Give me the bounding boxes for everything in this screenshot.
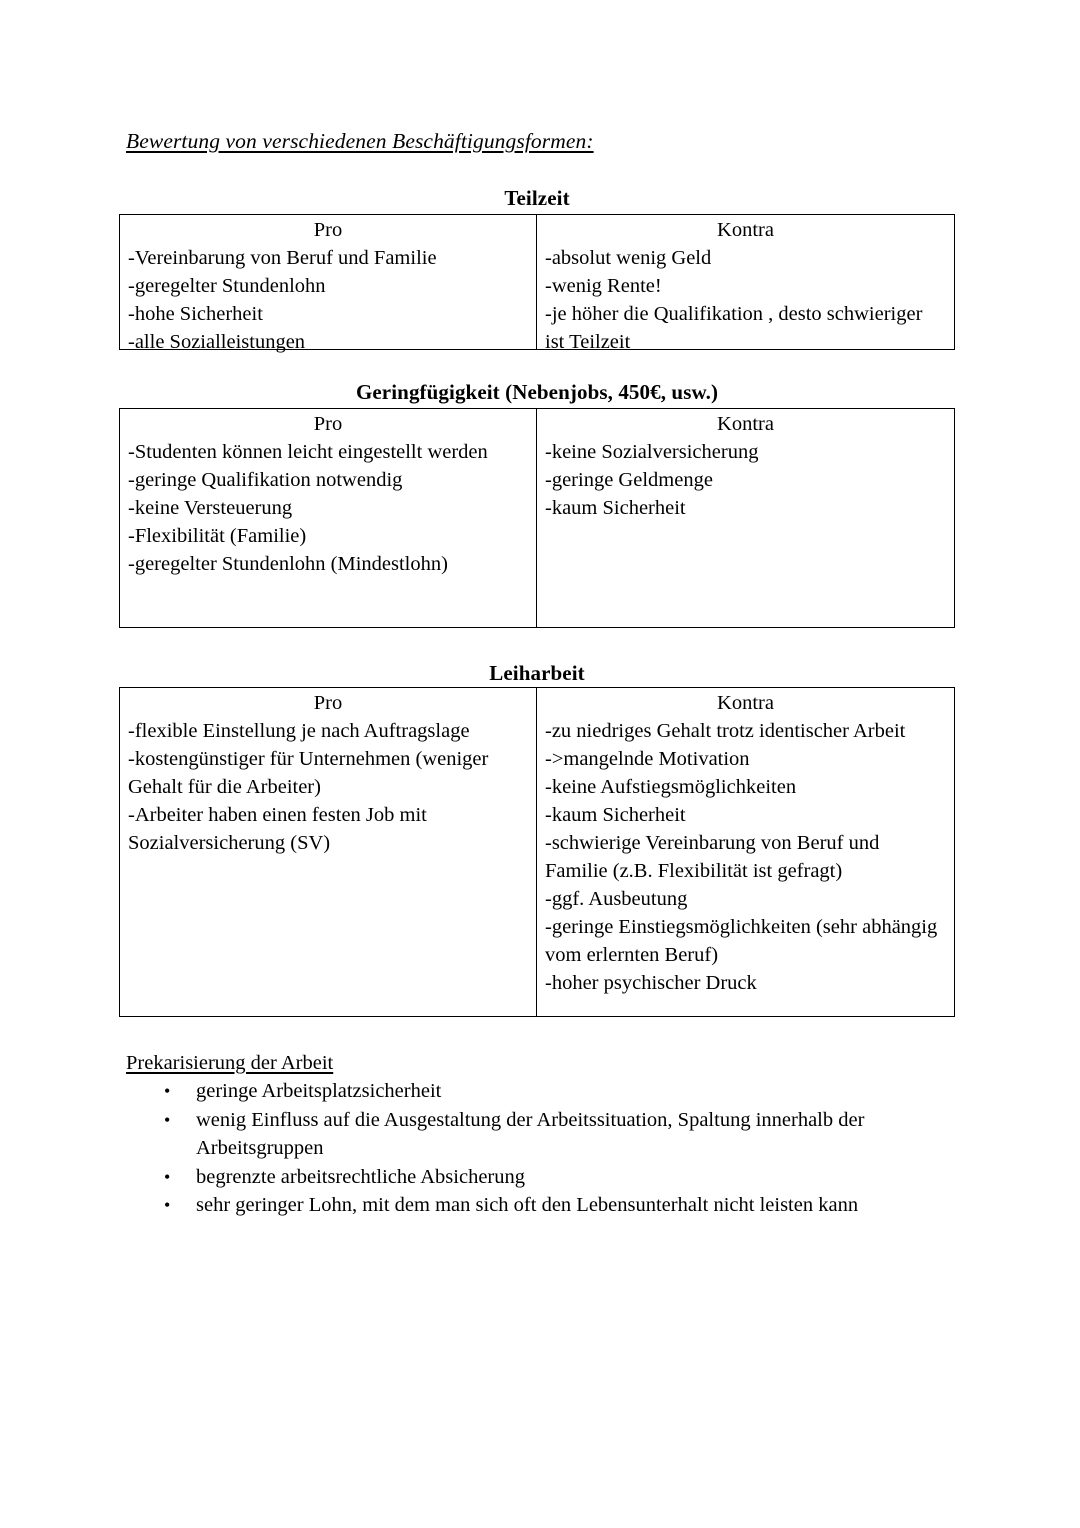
kontra-item: -schwierige Vereinbarung von Beruf und Familie (z.B. Flexibilität ist gefragt) — [545, 832, 885, 882]
pro-item: -geregelter Stundenlohn — [128, 275, 326, 297]
precarity-section — [126, 1049, 966, 1220]
bullet-icon: • — [164, 1166, 171, 1187]
pro-item: -keine Versteuerung — [128, 497, 293, 519]
kontra-item: -wenig Rente! — [545, 275, 662, 297]
kontra-item: -ggf. Ausbeutung — [545, 888, 688, 910]
kontra-item: -keine Sozialversicherung — [545, 441, 759, 463]
kontra-item: -hoher psychischer Druck — [545, 972, 757, 994]
pro-column — [120, 215, 537, 353]
procon-table-teilzeit — [119, 214, 955, 353]
pro-item: -Flexibilität (Familie) — [128, 525, 307, 547]
kontra-item: -geringe Einstiegsmöglichkeiten (sehr abhängig vom erlernten Beruf) — [545, 916, 943, 966]
column-header-kontra: Kontra — [717, 219, 774, 241]
pro-item: -geringe Qualifikation notwendig — [128, 469, 403, 491]
precarity-heading-wrapper — [126, 1049, 966, 1077]
list-item-text: geringe Arbeitsplatzsicherheit — [196, 1080, 442, 1102]
column-header-pro: Pro — [313, 692, 343, 714]
list-item-text: sehr geringer Lohn, mit dem man sich oft den Lebensunterhalt nicht leisten kann — [196, 1194, 859, 1216]
column-header-pro: Pro — [313, 413, 343, 435]
pro-item: -Arbeiter haben einen festen Job mit Sozialversicherung (SV) — [128, 804, 432, 854]
pro-item: -flexible Einstellung je nach Auftragslage — [128, 720, 470, 742]
kontra-item: -zu niedriges Gehalt trotz identischer Arbeit — [545, 720, 906, 742]
section-heading-leiharbeit: Leiharbeit — [489, 661, 585, 685]
pro-column — [120, 688, 537, 1016]
column-header-pro: Pro — [313, 219, 343, 241]
pro-column — [120, 409, 537, 627]
kontra-item: -kaum Sicherheit — [545, 497, 686, 519]
column-header-kontra: Kontra — [717, 413, 774, 435]
pro-item: -kostengünstiger für Unternehmen (weniger Gehalt für die Arbeiter) — [128, 748, 494, 798]
list-item — [126, 1077, 966, 1106]
bullet-icon: • — [164, 1195, 171, 1215]
section-heading-geringfuegigkeit: Geringfügigkeit (Nebenjobs, 450€, usw.) — [355, 380, 719, 404]
pro-item: -geregelter Stundenlohn (Mindestlohn) — [128, 553, 448, 575]
kontra-item: -kaum Sicherheit — [545, 804, 686, 826]
kontra-column — [537, 215, 954, 353]
precarity-heading: Prekarisierung der Arbeit — [126, 1052, 334, 1074]
section-heading-teilzeit: Teilzeit — [504, 186, 570, 210]
column-header-kontra: Kontra — [717, 692, 774, 714]
procon-table-leiharbeit — [119, 687, 955, 1017]
kontra-item: -je höher die Qualifikation , desto schwieriger ist Teilzeit — [545, 303, 928, 353]
list-item — [126, 1163, 966, 1192]
list-item-text: begrenzte arbeitsrechtliche Absicherung — [196, 1165, 525, 1188]
procon-table-geringfuegigkeit — [119, 408, 955, 628]
pro-item: -Studenten können leicht eingestellt werden — [128, 441, 488, 463]
list-item — [126, 1191, 966, 1220]
kontra-item: -absolut wenig Geld — [545, 247, 712, 269]
kontra-item: -keine Aufstiegsmöglichkeiten — [545, 776, 797, 798]
precarity-bullet-list — [126, 1077, 966, 1220]
kontra-item: -geringe Geldmenge — [545, 469, 713, 491]
bullet-icon: • — [164, 1081, 171, 1101]
kontra-column — [537, 409, 954, 627]
kontra-column — [537, 688, 954, 1016]
pro-item: -hohe Sicherheit — [128, 303, 263, 325]
page-title: Bewertung von verschiedenen Beschäftigungsformen: — [126, 129, 594, 153]
bullet-icon: • — [164, 1109, 171, 1130]
list-item-text: wenig Einfluss auf die Ausgestaltung der Arbeitssituation, Spaltung innerhalb der Arbeitsgruppen — [196, 1108, 865, 1159]
list-item — [126, 1106, 966, 1163]
kontra-item: ->mangelnde Motivation — [545, 748, 750, 770]
pro-item: -alle Sozialleistungen — [128, 331, 306, 353]
pro-item: -Vereinbarung von Beruf und Familie — [128, 247, 437, 269]
